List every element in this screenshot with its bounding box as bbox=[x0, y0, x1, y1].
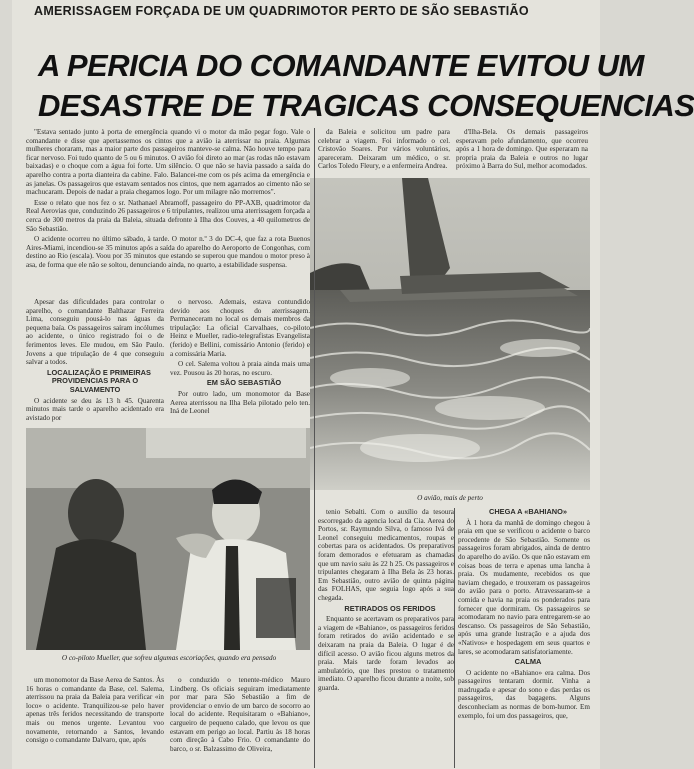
article-column-3-top bbox=[318, 128, 450, 176]
article-paragraph: d'Ilha-Bela. Os demais passageiros esperavam pelo afundamento, que ocorreu após a 1 hora de domingo. Que esperaram na propria praia da Baleia e outros no lugar próximo à Barra do Sul, melhor acomodados. bbox=[456, 128, 588, 171]
article-bottom-col3-paragraphs bbox=[318, 508, 454, 603]
article-bottom-col4b-paragraphs bbox=[458, 669, 590, 721]
article-paragraph: Enquanto se acertavam os preparativos para a viagem de «Bahiano», os passageiros feridos foram retirados do avião acidentado e se deixaram na praia da Baleia. O lugar é de difícil acesso. O avião ficou alguns metros da praia. Mais tarde foram levados ao ambulatório, que lhes prestou o tratamento imediato. O aparelho ficou durante a noite, sob guarda. bbox=[318, 615, 454, 692]
article-col1-after-paragraphs bbox=[26, 397, 164, 423]
article-col1-mid-paragraphs bbox=[26, 298, 164, 367]
copilot-image bbox=[26, 428, 310, 650]
article-paragraph: À 1 hora da manhã de domingo chegou à praia em que se verificou o acidente o barco procedente de São Sebastião. Somente os passageiros foram abrigados, ainda de dentro do aparelho do avião. Os que não estavam em coisas boas de terra e apenas uma lancha à praia. Os mudamente, recebidos os que haviam chegado, e trouxeram os passageiros do avião para o porto. Atravessaram-se a comida e havia na praia os ponderados para fornecer que dormiram. Os passageiros se acomodaram no navio para entregarem-se ao descanso. Os passageiros de São Sebastião, após uma grande lustração e a ajuda dos «Nativos» e hospedagem em seus quartos e lares, se acomodaram satisfatoriamente. bbox=[458, 518, 590, 656]
kicker-headline: AMERISSAGEM FORÇADA DE UM QUADRIMOTOR PERTO DE SÃO SEBASTIÃO bbox=[34, 4, 529, 18]
article-col2-after-paragraphs bbox=[170, 390, 310, 416]
newspaper-page bbox=[12, 0, 694, 769]
article-paragraph: Apesar das dificuldades para controlar o aparelho, o comandante Balthazar Ferreira Lima, conseguiu pousá-lo nas águas da pequena baía. Os passageiros saíram incólumes ao acidente, o único registrado foi o de ferimentos leves. Ele mudou, em São Paulo. Jovens a que tripulação de 4 que conseguiu salvar a todos. bbox=[26, 298, 164, 367]
article-paragraph: um monomotor da Base Aerea de Santos. Às 16 horas o comandante da Base, cel. Salema, aterrissou na praia da Baleia para verificar «in loco» o acidente. Tranquilizou-se pelo haver apenas três feridos necessitando de transporte mais ou menos urgente. Levantou voo novamente, retornando a Santos, levando consigo o comandante Dalvaro, que, após bbox=[26, 676, 164, 745]
article-paragraph: O cel. Salema voltou à praia ainda mais uma vez. Pousou às 20 horas, no escuro. bbox=[170, 360, 310, 377]
subhead-calma: CALMA bbox=[514, 657, 542, 667]
article-bottom-col-2 bbox=[170, 676, 310, 769]
article-top-paragraphs bbox=[26, 128, 310, 270]
article-paragraph: O acidente se deu às 13 h 45. Quarenta minutos mais tarde o aparelho acidentado era avistado por bbox=[26, 396, 164, 422]
article-col3-top-paragraphs bbox=[318, 128, 450, 171]
article-column-1-mid bbox=[26, 298, 164, 424]
photo-copilot bbox=[26, 428, 310, 650]
article-column-4-top bbox=[456, 128, 588, 176]
photo-plane-in-sea bbox=[310, 178, 590, 490]
article-paragraph: Por outro lado, um monomotor da Base Aerea aterrissou na Ilha Bela pilotado pelo ten. Iná de Leonel bbox=[170, 389, 310, 416]
article-paragraph: tenio Sebalti. Com o auxílio da tesoura escorregado da agencia local da Cia. Aerea do Portos, sr. Raymundo Silva, o famoso Ivá de Leonel conseguiu medicamentos, roupas e cobertas para os acidentados. Os preparativos foram demorados e efetuaram as chamadas que um navio saiu às 22 h 25. Os passageiros e tripulantes chegaram à Ilha Bela às 23 horas. Em Sebastião, outro avião de quinta página das FOLHAS, que seguia logo após a sua chegada. bbox=[318, 508, 454, 602]
article-bottom-col-1 bbox=[26, 676, 164, 769]
article-paragraph: o conduzido o tenente-médico Mauro Lindberg. Os oficiais seguiram imediatamente por mar para São Sebastião a fim de providenciar o envio de um barco de socorro ao local do acidente. Requisitaram o «Bahiano», cargueiro de pequeno calado, que levou os que estavam em perigo ao local. Partiu às 18 horas com direção à Cabo Frio. O comandante do barco, o sr. Balzassimo de Oliveira, bbox=[170, 676, 310, 753]
article-bottom-col2-paragraphs bbox=[170, 676, 310, 753]
photo-plane-caption: O avião, mais de perto bbox=[417, 494, 483, 502]
main-headline-line-2: DESASTRE DE TRAGICAS CONSEQUENCIAS bbox=[38, 88, 694, 123]
subhead-chega-bahiano: CHEGA A «BAHIANO» bbox=[488, 507, 568, 516]
article-paragraph: o nervoso. Ademais, estava contundido devido aos choques do aterrissagem. Permaneceram no local os demais membros da tripulação: La oficial Carvalhaes, co-piloto Heinz e Mueller, radio-telegrafistas Evangelista (ferido) e Bellini, comissário Antonio (ferido) e a comissária Maria. bbox=[170, 298, 310, 358]
article-column-2-mid bbox=[170, 298, 310, 424]
article-col4-top-paragraphs bbox=[456, 128, 588, 171]
article-col2-mid-paragraphs bbox=[170, 298, 310, 377]
article-paragraph: Esse o relato que nos fez o sr. Nathanael Abramoff, passageiro do PP-AXB, quadrimotor da Real Aerovias que, conduzindo 26 passageiros e 6 tripulantes, realizou uma aterrissagem forçada a cerca de 300 metros da praia da Baleia, situada defronte à Ilha dos Couves, a 40 quilometros de São Sebastião. bbox=[26, 198, 310, 233]
article-paragraph: da Baleia e solicitou um padre para celebrar a viagem. Foi informado o cel. Cristovão Soares. Por vários voluntários, apareceram. Deixaram um médico, o sr. Carlos Toledo Fleury, e a enfermeira Andrea. bbox=[318, 128, 450, 171]
column-rule bbox=[454, 508, 455, 768]
article-bottom-col1-paragraphs bbox=[26, 676, 164, 745]
article-bottom-col4a-paragraphs bbox=[458, 519, 590, 657]
main-headline-line-1: A PERICIA DO COMANDANTE EVITOU UM bbox=[38, 48, 644, 83]
article-bottom-col3b-paragraphs bbox=[318, 615, 454, 692]
photo-copilot-caption: O co-piloto Mueller, que sofreu algumas escoriações, quando era pensado bbox=[61, 654, 277, 662]
article-paragraph: "Estava sentado junto à porta de emergência quando vi o motor da mão pegar fogo. Vale o comandante e disse que apertassemos os cintos que a avião ia aterrissar na praia. Algumas mulheres choraram, mas a maior parte dos passageiros manteve-se calma. Não houve tempo para ficar nervoso. Foi tudo quanto de 5 ou 6 minutos. O avião foi direto ao mar (as rodas não estavam baixadas) e o choque com a água foi forte. Um silêncio. O que não se havia passado a saída do aparelho contra a porta dianteira da cabine. Falo. Balancei-me com os pés acima da emergência e as janelas. Os passageiros que estavam sentados nos cintos, que nem agarrados ao cimento não se machucaram. Depois de nadar a praia chegamos logo. Por um milagre não morremos". bbox=[26, 128, 310, 197]
article-paragraph: O acidente ocorreu no último sábado, à tarde. O motor n.º 3 do DC-4, que faz a rota Buenos Aires-Miami, incendiou-se 35 minutos após a saída do aparelho do Aeroporto de Congonhas, com destino ao Rio (escala). Voou por 35 minutos que estando se superou que mandou o motor preso à asa, de forma que ele não se soltou, denunciando ainda, no quarto, a estabilidade suspensa. bbox=[26, 235, 310, 269]
article-column-top bbox=[26, 128, 310, 296]
article-bottom-col-4 bbox=[458, 508, 590, 769]
article-bottom-col-3 bbox=[318, 508, 454, 769]
article-paragraph: O acidente no «Bahiano» era calma. Dos passageiros tentaram dormir. Vinha a madrugada e apesar do sono e das perdas os passageiros, das bagagens. Alguns desconheciam as normas de bom-humor. Em exemplo, foi um dos passageiros, que, bbox=[458, 668, 590, 720]
subhead-localizacao: LOCALIZAÇÃO E PRIMEIRAS PROVIDENCIAS PARA O SALVAMENTO bbox=[47, 367, 151, 394]
column-rule bbox=[314, 128, 315, 768]
subhead-sao-sebastiao: EM SÃO SEBASTIÃO bbox=[206, 378, 282, 388]
plane-wreck-image bbox=[310, 178, 590, 490]
subhead-retirados: RETIRADOS OS FERIDOS bbox=[344, 603, 436, 613]
